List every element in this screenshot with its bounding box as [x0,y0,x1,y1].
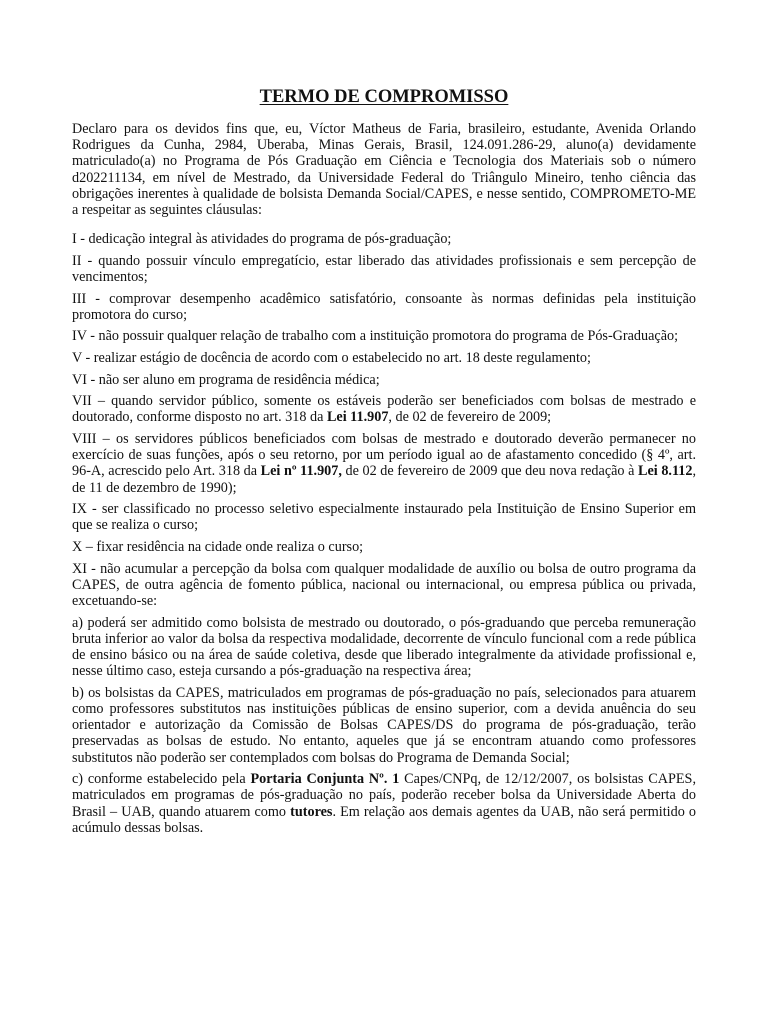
document-page [72,86,696,841]
clause-vi: VI - não ser aluno em programa de residência médica; [72,371,380,388]
law-reference: Lei nº 11.907, [260,463,342,480]
clause-vii-text: VII – quando servidor público, somente os estáveis poderão ser beneficiados com bolsas de mestrado e doutorado, conforme disposto no art. 318 da [72,393,696,426]
intro-paragraph: Declaro para os devidos fins que, eu, Víctor Matheus de Faria, brasileiro, estudante, Avenida Orlando Rodrigues da Cunha, 2984, Uberaba, Minas Gerais, Brasil, 124.091.286-29, aluno(a) devidamente matriculado(a) no Programa de Pós Graduação em Ciência e Tecnologia dos Materiais sob o número d202211134, em nível de Mestrado, da Universidade Federal do Triângulo Mineiro, tenho ciência das obrigações inerentes à qualidade de bolsista Demanda Social/CAPES, e nesse sentido, COMPROMETO-ME a respeitar as seguintes cláusulas: [72,121,696,219]
exception-a: a) poderá ser admitido como bolsista de mestrado ou doutorado, o pós-graduando que perceba remuneração bruta inferior ao valor da bolsa da respectiva modalidade, decorrente de vínculo funcional com a rede pública de ensino básico ou na área de saúde coletiva, desde que liberado integralmente da atividade profissional e, nesse último caso, esteja cursando a pós-graduação na respectiva área; [72,614,696,680]
clause-ii: II - quando possuir vínculo empregatício, estar liberado das atividades profissionais e sem percepção de vencimentos; [72,252,696,286]
clause-iv: IV - não possuir qualquer relação de trabalho com a instituição promotora do programa de Pós-Graduação; [72,328,679,345]
clause-i: I - dedicação integral às atividades do programa de pós-graduação; [72,231,452,248]
exception-c-text: c) conforme estabelecido pela [72,771,251,788]
exception-c-text-3: . Em relação aos demais agentes da UAB, não será permitido o acúmulo dessas bolsas. [72,803,696,836]
clause-vii-date: , de 02 de fevereiro de 2009; [388,409,552,426]
clause-viii-text-2: de 02 de fevereiro de 2009 que deu nova redação à [341,463,639,480]
clause-ix: IX - ser classificado no processo seletivo especialmente instaurado pela Instituição de Ensino Superior em que se realiza o curso; [72,501,696,534]
exception-b: b) os bolsistas da CAPES, matriculados em programas de pós-graduação no país, selecionados para atuarem como professores substitutos nas instituições públicas de ensino superior, com a devida anuência do seu orientador e autorização da Comissão de Bolsas CAPES/DS do programa de pós-graduação, terão preservadas as bolsas de estudo. No entanto, aqueles que já se encontram atuando como professores substitutos não poderão ser contemplados com bolsas do Programa de Demanda Social; [72,684,696,766]
document-title: TERMO DE COMPROMISSO [259,87,509,107]
ordinance-reference: Portaria Conjunta Nº. 1 [250,771,400,788]
clause-x: X – fixar residência na cidade onde realiza o curso; [72,538,364,555]
exception-c-text-2: Capes/CNPq, de 12/12/2007, os bolsistas CAPES, matriculados em programas de pós-graduação no país, poderão receber bolsa da Universidade Aberta do Brasil – UAB, quando atuarem como [72,771,696,820]
clause-viii-text: VIII – os servidores públicos beneficiados com bolsas de mestrado e doutorado deverão permanecer no exercício de suas funções, após o seu retorno, por um período igual ao de afastamento concedido (§ 4º, art. 96-A, acrescido pelo Art. 318 da [72,430,696,480]
clause-vii [72,393,696,425]
clause-viii [72,431,696,496]
exception-c [72,771,696,836]
law-reference: Lei 8.112 [638,463,693,480]
clause-xi: XI - não acumular a percepção da bolsa com qualquer modalidade de auxílio ou bolsa de outro programa da CAPES, de outra agência de fomento pública, nacional ou internacional, ou empresa pública ou privada, excetuando-se: [72,560,696,609]
clause-viii-date: , de 11 de dezembro de 1990); [72,463,697,496]
clause-v: V - realizar estágio de docência de acordo com o estabelecido no art. 18 deste regulamento; [72,350,591,366]
tutors-emphasis: tutores [290,803,333,820]
law-reference: Lei 11.907 [326,409,389,426]
clause-iii: III - comprovar desempenho acadêmico satisfatório, consoante às normas definidas pela instituição promotora do curso; [72,290,696,323]
